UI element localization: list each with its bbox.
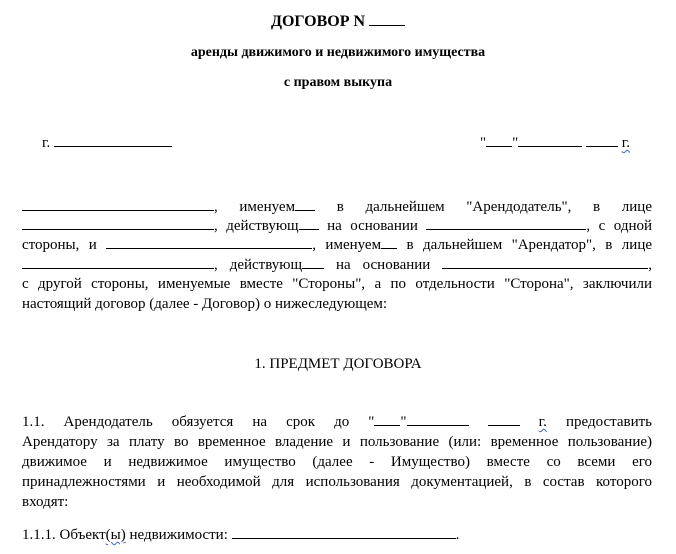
- preamble-line-1: [22, 199, 652, 216]
- preamble-text: стороны, и: [22, 237, 97, 253]
- city-line: [42, 135, 172, 152]
- preamble-line-6: настоящий договор (далее - Договор) о нижеследующем:: [22, 296, 388, 312]
- preamble-text: , именуем: [214, 199, 296, 215]
- clause-1-1-line-1: [22, 414, 652, 431]
- tenant-basis-blank: [442, 267, 648, 269]
- city-prefix: г.: [42, 135, 51, 151]
- ending-blank: [299, 228, 319, 230]
- tenant-rep-blank: [22, 267, 214, 269]
- day-blank: [486, 145, 512, 147]
- clause-1-1-1: [22, 527, 459, 544]
- year-suffix: г.: [621, 135, 630, 151]
- section-heading: 1. ПРЕДМЕТ ДОГОВОРА: [254, 356, 422, 372]
- date-quote-open: ": [480, 135, 487, 151]
- month-blank: [407, 424, 469, 426]
- contract-number-blank: [369, 24, 405, 26]
- clause-1-1-line-3: движимое и недвижимое имущество (далее - Имущество) вместе со всеми его: [22, 454, 652, 470]
- preamble-text: в дальнейшем "Арендатор", в лице: [406, 237, 652, 253]
- contract-title: [0, 13, 676, 31]
- clause-text: 1.1. Арендодатель обязуется на срок до ": [22, 414, 375, 430]
- clause-1-1-line-5: входят:: [22, 494, 69, 510]
- preamble-text: на основании: [336, 257, 431, 273]
- clause-text: недвижимости:: [125, 527, 232, 543]
- ending-blank: [302, 267, 324, 269]
- contract-subtitle-2: с правом выкупа: [283, 75, 393, 90]
- preamble-text: , действующ: [214, 218, 299, 234]
- year-suffix: г.: [538, 414, 547, 430]
- clause-text: (ы): [105, 527, 126, 543]
- preamble-line-3: [22, 237, 652, 254]
- landlord-basis-blank: [426, 228, 586, 230]
- date-quote-close: ": [512, 135, 519, 151]
- preamble-text: , именуем: [312, 237, 382, 253]
- preamble-text: на основании: [327, 218, 418, 234]
- year-blank: [488, 424, 520, 426]
- clause-text: .: [455, 527, 460, 543]
- property-blank: [232, 537, 456, 539]
- preamble-text: , с одной: [586, 218, 653, 234]
- clause-1-1-line-4: принадлежностями и необходимой для использования документацией, в состав которого: [22, 474, 652, 490]
- year-blank: [586, 145, 618, 147]
- preamble-text: , действующ: [214, 257, 303, 273]
- date-line: [480, 135, 630, 152]
- clause-text: ": [400, 414, 407, 430]
- preamble-text: ,: [648, 257, 653, 273]
- preamble-line-4: [22, 257, 652, 274]
- contract-title-text: ДОГОВОР N: [270, 13, 366, 30]
- preamble-line-5: с другой стороны, именуемые вместе "Стороны", а по отдельности "Сторона", заключили: [22, 276, 652, 292]
- ending-blank: [381, 247, 397, 249]
- day-blank: [374, 424, 400, 426]
- city-blank: [54, 145, 172, 147]
- tenant-name-blank: [106, 247, 312, 249]
- clause-text: предоставить: [565, 414, 653, 430]
- preamble-line-2: [22, 218, 652, 235]
- preamble-text: в дальнейшем "Арендодатель", в лице: [336, 199, 652, 215]
- clause-1-1-line-2: Арендатору за плату во временное владение и пользование (или: временное пользование): [22, 434, 652, 450]
- landlord-rep-blank: [22, 228, 214, 230]
- contract-subtitle: аренды движимого и недвижимого имущества: [190, 45, 486, 60]
- clause-text: 1.1.1. Объект: [22, 527, 106, 543]
- landlord-name-blank: [22, 209, 214, 211]
- ending-blank: [295, 209, 315, 211]
- month-blank: [518, 145, 582, 147]
